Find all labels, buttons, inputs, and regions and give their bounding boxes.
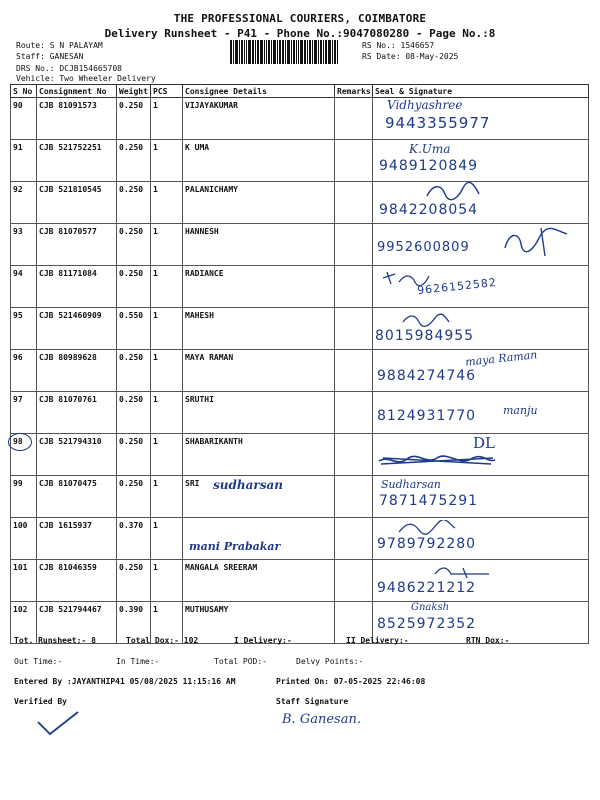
- handwritten-note: sudharsan: [213, 478, 283, 492]
- table-row: [11, 434, 589, 476]
- signature-scribble-icon: [433, 564, 493, 580]
- signature-phone: 7871475291: [379, 493, 479, 509]
- table-row: [11, 476, 589, 518]
- row-sno: 91: [11, 140, 37, 182]
- staff-signature: B. Ganesan.: [282, 712, 361, 727]
- row-sno: 93: [11, 224, 37, 266]
- row-sno: 90: [11, 98, 37, 140]
- row-signature: [373, 560, 589, 602]
- row-weight: 0.250: [117, 350, 151, 392]
- row-weight: 0.250: [117, 224, 151, 266]
- col-remarks: Remarks: [335, 85, 373, 98]
- row-remarks: [335, 266, 373, 308]
- signature-phone: 8525972352: [377, 616, 477, 632]
- row-remarks: [335, 476, 373, 518]
- row-pcs: 1: [151, 224, 183, 266]
- row-sno: 97: [11, 392, 37, 434]
- row-weight: 0.250: [117, 476, 151, 518]
- signature-phone: 9443355977: [385, 114, 491, 132]
- row-sno: 102: [11, 602, 37, 644]
- checkmark-icon: [34, 708, 82, 738]
- row-pcs: 1: [151, 350, 183, 392]
- signature-phone: 9952600809: [377, 240, 470, 255]
- signature-name: DL: [473, 434, 495, 452]
- row-sno: 99: [11, 476, 37, 518]
- col-weight: Weight: [117, 85, 151, 98]
- row-sno: 100: [11, 518, 37, 560]
- out-time: Out Time:-: [14, 657, 63, 666]
- row-pcs: 1: [151, 476, 183, 518]
- signature-phone: 9486221212: [377, 580, 477, 596]
- row-consignee: [183, 476, 335, 518]
- table-row: [11, 350, 589, 392]
- total-dox: Total Dox:- 102: [126, 636, 199, 645]
- row-signature: [373, 350, 589, 392]
- row-consignment: CJB 81070475: [37, 476, 117, 518]
- table-header-row: [11, 85, 589, 98]
- row-pcs: 1: [151, 140, 183, 182]
- row-signature: [373, 182, 589, 224]
- row-remarks: [335, 182, 373, 224]
- row-weight: 0.250: [117, 560, 151, 602]
- signature-phone: 8124931770: [377, 408, 477, 424]
- table-row: [11, 392, 589, 434]
- delvy-points: Delvy Points:-: [296, 657, 364, 666]
- row-consignment: CJB 521460909: [37, 308, 117, 350]
- row-consignment: CJB 81070761: [37, 392, 117, 434]
- rs-date: RS Date: 08-May-2025: [362, 52, 459, 61]
- staff-label: Staff: GANESAN: [16, 52, 84, 61]
- row-remarks: [335, 140, 373, 182]
- col-consignee: Consignee Details: [183, 85, 335, 98]
- row-consignee: K UMA: [183, 140, 335, 182]
- row-consignee: MAHESH: [183, 308, 335, 350]
- row-remarks: [335, 392, 373, 434]
- row-signature: [373, 434, 589, 476]
- handwritten-note: mani Prabakar: [189, 540, 281, 553]
- row-weight: 0.550: [117, 308, 151, 350]
- staff-signature-label: Staff Signature: [276, 697, 349, 706]
- table-row: [11, 560, 589, 602]
- row-consignee: HANNESH: [183, 224, 335, 266]
- row-remarks: [335, 434, 373, 476]
- row-consignment: CJB 521794467: [37, 602, 117, 644]
- row-pcs: 1: [151, 560, 183, 602]
- row-consignment: CJB 521794310: [37, 434, 117, 476]
- row-remarks: [335, 518, 373, 560]
- signature-name: maya Raman: [464, 348, 538, 369]
- row-remarks: [335, 560, 373, 602]
- row-signature: [373, 392, 589, 434]
- signature-name: K.Uma: [409, 142, 451, 156]
- drs-number: DRS No.: DCJB154665708: [16, 64, 122, 73]
- table-row: [11, 518, 589, 560]
- row-remarks: [335, 350, 373, 392]
- row-consignee-text: SRI: [185, 479, 200, 488]
- row-sno: 95: [11, 308, 37, 350]
- signature-phone: 9489120849: [379, 158, 479, 174]
- scribbled-out-icon: [377, 454, 497, 468]
- row-weight: 0.250: [117, 392, 151, 434]
- company-title: THE PROFESSIONAL COURIERS, COIMBATORE: [173, 12, 427, 25]
- printed-on: Printed On: 07-05-2025 22:46:08: [276, 677, 426, 686]
- table-row: [11, 182, 589, 224]
- row-sno: 101: [11, 560, 37, 602]
- row-pcs: 1: [151, 98, 183, 140]
- row-remarks: [335, 98, 373, 140]
- signature-name: Gnaksh: [411, 602, 450, 613]
- row-signature: [373, 266, 589, 308]
- signature-phone: 9842208054: [379, 202, 479, 218]
- table-row: [11, 98, 589, 140]
- row-pcs: 1: [151, 602, 183, 644]
- i-delivery: I Delivery:-: [234, 636, 292, 645]
- row-consignee: SHABARIKANTH: [183, 434, 335, 476]
- runsheet-table: [10, 84, 589, 644]
- vehicle-label: Vehicle: Two Wheeler Delivery: [16, 74, 156, 83]
- verified-by: Verified By: [14, 697, 67, 706]
- row-consignment: CJB 81091573: [37, 98, 117, 140]
- table-row: [11, 266, 589, 308]
- row-weight: 0.390: [117, 602, 151, 644]
- row-consignment: CJB 81171084: [37, 266, 117, 308]
- row-consignee: VIJAYAKUMAR: [183, 98, 335, 140]
- row-sno: 92: [11, 182, 37, 224]
- col-pcs: PCS: [151, 85, 183, 98]
- row-signature: [373, 224, 589, 266]
- row-consignment: CJB 521752251: [37, 140, 117, 182]
- signature-phone: 9884274746: [377, 368, 477, 384]
- row-sno-text: 98: [13, 437, 23, 446]
- signature-phone: 8015984955: [375, 328, 475, 344]
- tot-runsheet: Tot. Runsheet:- 8: [14, 636, 96, 645]
- row-remarks: [335, 308, 373, 350]
- signature-phone: 9789792280: [377, 536, 477, 552]
- row-consignee: MAYA RAMAN: [183, 350, 335, 392]
- row-weight: 0.250: [117, 182, 151, 224]
- row-consignment: CJB 1615937: [37, 518, 117, 560]
- signature-scribble-icon: [397, 520, 457, 536]
- col-consignment: Consignment No: [37, 85, 117, 98]
- signature-name: Vidhyashree: [387, 98, 463, 112]
- entered-by: Entered By :JAYANTHIP41 05/08/2025 11:15:16 AM: [14, 677, 236, 686]
- row-weight: 0.250: [117, 266, 151, 308]
- total-pod: Total POD:-: [214, 657, 267, 666]
- row-consignment: CJB 81046359: [37, 560, 117, 602]
- row-pcs: 1: [151, 518, 183, 560]
- row-consignment: CJB 521810545: [37, 182, 117, 224]
- row-pcs: 1: [151, 308, 183, 350]
- signature-scribble-icon: [401, 312, 451, 328]
- row-pcs: 1: [151, 434, 183, 476]
- rs-number: RS No.: 1546657: [362, 41, 435, 50]
- rtn-dox: RTN Dox:-: [466, 636, 510, 645]
- row-weight: 0.250: [117, 434, 151, 476]
- row-consignment: CJB 80989628: [37, 350, 117, 392]
- col-signature: Seal & Signature: [373, 85, 589, 98]
- row-weight: 0.250: [117, 98, 151, 140]
- row-consignee: MUTHUSAMY: [183, 602, 335, 644]
- signature-name: Sudharsan: [381, 478, 441, 491]
- row-pcs: 1: [151, 182, 183, 224]
- col-sno: S No: [11, 85, 37, 98]
- table-row: [11, 224, 589, 266]
- row-sno: [11, 434, 37, 476]
- row-weight: 0.250: [117, 140, 151, 182]
- row-signature: [373, 518, 589, 560]
- row-consignee: PALANICHAMY: [183, 182, 335, 224]
- row-consignee: RADIANCE: [183, 266, 335, 308]
- in-time: In Time:-: [116, 657, 160, 666]
- row-pcs: 1: [151, 266, 183, 308]
- row-pcs: 1: [151, 392, 183, 434]
- barcode-icon: [230, 40, 350, 64]
- runsheet-subtitle: Delivery Runsheet - P41 - Phone No.:9047080280 - Page No.:8: [104, 27, 496, 40]
- row-consignment: CJB 81070577: [37, 224, 117, 266]
- signature-scribble-icon: [423, 182, 483, 202]
- route-label: Route: S N PALAYAM: [16, 41, 103, 50]
- row-signature: [373, 308, 589, 350]
- row-signature: [373, 98, 589, 140]
- row-remarks: [335, 224, 373, 266]
- table-row: [11, 308, 589, 350]
- ii-delivery: II Delivery:-: [346, 636, 409, 645]
- signature-phone: 9626152582: [416, 275, 498, 298]
- signature-scribble-icon: [501, 226, 571, 258]
- row-weight: 0.370: [117, 518, 151, 560]
- row-signature: [373, 476, 589, 518]
- row-consignee: MANGALA SREERAM: [183, 560, 335, 602]
- signature-name: manju: [503, 404, 538, 417]
- row-consignee: [183, 518, 335, 560]
- row-sno: 96: [11, 350, 37, 392]
- row-signature: [373, 140, 589, 182]
- table-row: [11, 140, 589, 182]
- circle-mark-icon: [8, 433, 32, 451]
- row-consignee: SRUTHI: [183, 392, 335, 434]
- row-sno: 94: [11, 266, 37, 308]
